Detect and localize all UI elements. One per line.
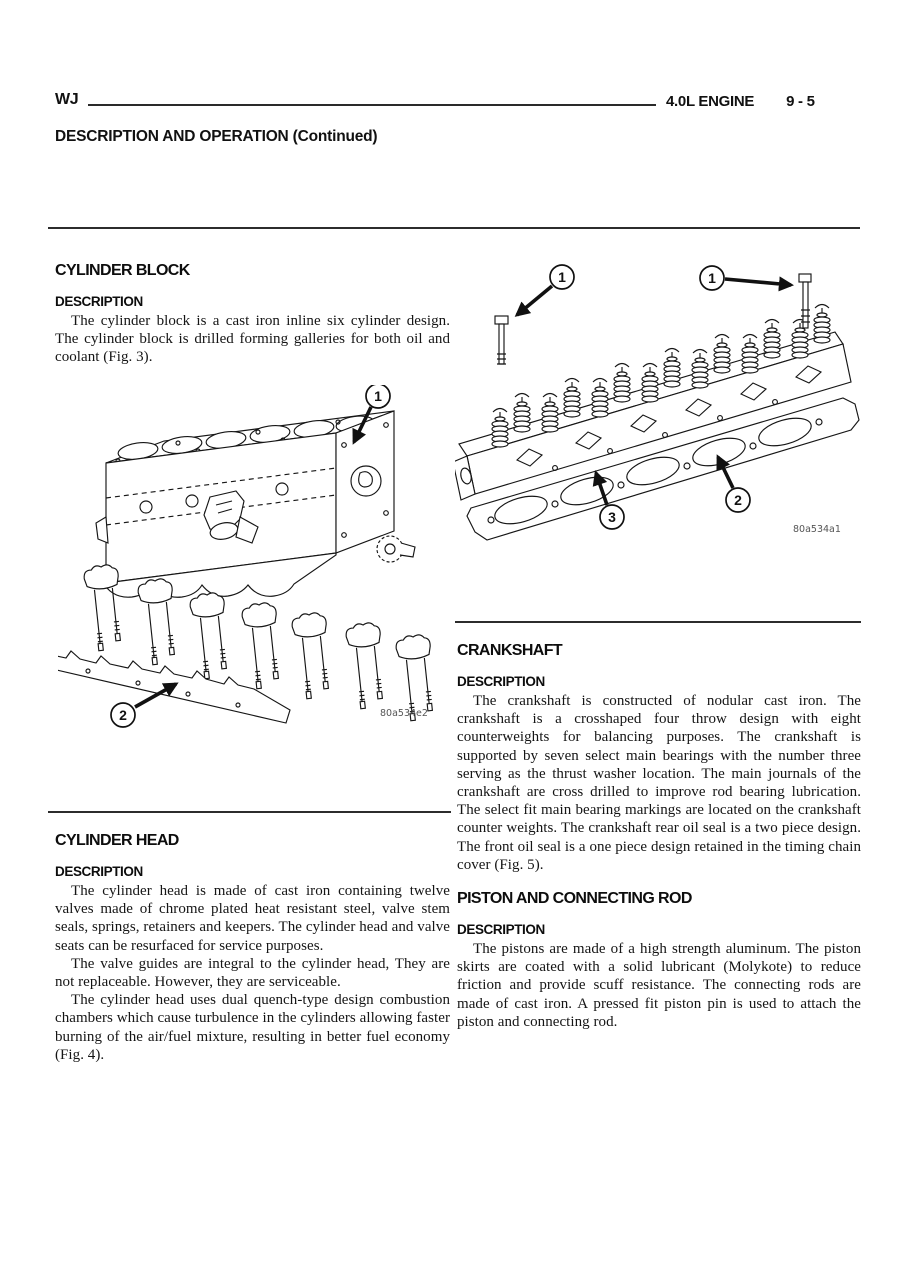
cylinder-block-drawing — [96, 411, 415, 597]
head-bolt-drawing — [495, 316, 508, 364]
header-rule — [88, 104, 656, 106]
crankshaft-description-heading: DESCRIPTION — [457, 674, 545, 689]
divider-right-column — [455, 621, 861, 623]
divider-left-column — [48, 811, 451, 813]
section-continued-title: DESCRIPTION AND OPERATION (Continued) — [55, 128, 378, 145]
figure3-callout-1-number: 1 — [374, 387, 382, 404]
figure4-code: 80a534a1 — [793, 524, 841, 535]
figure-cylinder-block — [58, 385, 456, 740]
crankshaft-paragraph: The crankshaft is constructed of nodular cast iron. The crankshaft is a crosshaped four throw design with eight counterweights for balancing purposes. The crankshaft is supported by seven select main bearings with the number three serving as the thrust washer location. The main journals of the crankshaft are cross drilled to improve rod bearing lubrication. The select fit main bearing markings are located on the crankshaft counter weights. The crankshaft rear oil seal is a two piece design. The front oil seal is a one piece design retained in the timing chain cover (Fig. 5). — [457, 693, 861, 873]
cylinder-head-paragraph-3: The cylinder head uses dual quench-type design combustion chambers which cause turbulence in the cylinders allowing faster burning of the air/fuel mixture, resulting in better fuel economy (Fig. 4). — [55, 992, 450, 1063]
figure4-callout-2-number: 2 — [734, 491, 742, 508]
header-engine-label: 4.0L ENGINE — [666, 93, 755, 110]
figure3-code: 80a534e2 — [380, 708, 428, 719]
piston-rod-title: PISTON AND CONNECTING ROD — [457, 890, 692, 908]
cylinder-block-description-heading: DESCRIPTION — [55, 294, 143, 309]
cylinder-block-paragraph: The cylinder block is a cast iron inline six cylinder design. The cylinder block is drilled forming galleries for both oil and coolant (Fig. 3). — [55, 313, 450, 366]
divider-top — [48, 227, 860, 229]
cylinder-block-title: CYLINDER BLOCK — [55, 262, 190, 279]
header-page-number: 9 - 5 — [786, 93, 815, 110]
section-crankshaft-piston — [457, 642, 861, 1031]
figure-cylinder-head — [455, 258, 865, 558]
cylinder-head-title: CYLINDER HEAD — [55, 832, 179, 849]
piston-rod-description-heading: DESCRIPTION — [457, 922, 545, 938]
cylinder-head-paragraph-1: The cylinder head is made of cast iron containing twelve valves made of chrome plated heat resistant steel, valve stem seals, springs, retainers and keepers. The cylinder head and valve seats can be resurfaced for service purposes. — [55, 883, 450, 954]
cylinder-head-description-heading: DESCRIPTION — [55, 864, 143, 879]
figure4-arrow-1a — [517, 286, 552, 315]
piston-rod-paragraph: The pistons are made of a high strength aluminum. The piston skirts are coated with a solid lubricant (Molykote) to reduce friction and provide scuff resistance. The connecting rods are made of cast iron. A pressed fit piston pin is used to attach the piston and connecting rod. — [457, 941, 861, 1030]
crankshaft-title: CRANKSHAFT — [457, 642, 563, 659]
figure4-arrow-1b — [725, 279, 791, 285]
cylinder-head-paragraph-2: The valve guides are integral to the cylinder head, They are not replaceable. However, they are serviceable. — [55, 955, 450, 991]
header-right — [666, 93, 815, 110]
figure4-callout-1b-number: 1 — [708, 269, 716, 286]
header-model-code: WJ — [55, 91, 79, 108]
section-cylinder-head — [55, 832, 450, 1064]
figure4-callout-3-number: 3 — [608, 508, 616, 525]
section-cylinder-block — [55, 262, 450, 367]
figure4-callout-1a-number: 1 — [558, 268, 566, 285]
figure3-callout-2-number: 2 — [119, 706, 127, 723]
